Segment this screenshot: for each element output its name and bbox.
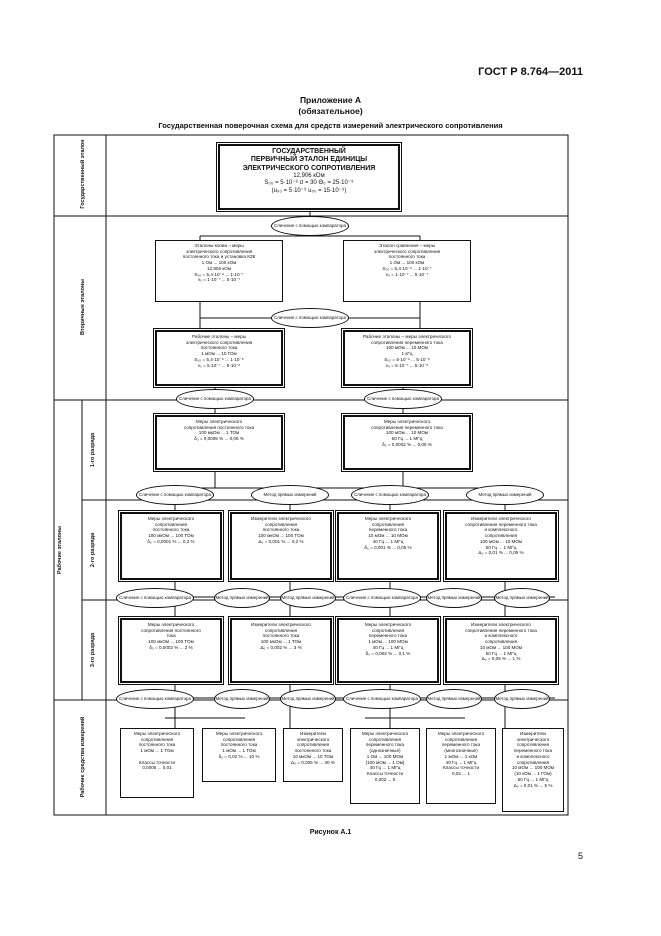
primary-standard-box [218,144,400,210]
instrument-box-1 [120,728,194,798]
text-line: электрического [296,736,330,742]
text-line: 10 мОм ... 100 МОм [479,644,523,650]
text-line: 40 Гц ... 1 МГц [369,765,401,771]
figure-caption: Рисунок А.1 [309,829,352,836]
appendix-title: Приложение А [299,95,362,105]
text-line: электрического сопротивления [185,248,253,254]
text-line: 1 кГц [401,351,413,357]
text-line: 1 мОм ... 10 ГОм [201,351,237,357]
text-line: Классы точности [442,765,480,771]
comparator-ellipse: Сличение с помощью компаратора [116,689,194,709]
text-line: и комплексного [484,527,518,533]
side-label-working-instruments: Рабочие средства измерений [80,716,86,798]
text-line: δ₀ = 0,002 % ... 0,1 % [365,650,411,656]
comparator-ellipse: Сличение с помощью компаратора [343,689,421,709]
text-line: 1 мОм ... 100 МОм [368,639,408,645]
text-line: 40 Гц ... 1 МГц [372,538,404,544]
direct-method-ellipse: Метод прямых измерений [494,689,550,709]
rank3-box-3 [337,618,439,683]
text-line: постоянного тока [200,345,238,351]
text-line: ν₀ = 1·10⁻⁷ ... 5·10⁻⁷ [197,277,241,283]
text-line: 40 Гц ... 1 МГц [372,644,404,650]
text-line: постоянного тока [262,527,300,533]
text-line: S₀₀ = 5,4·10⁻⁹ ... 1·10⁻⁷ [382,265,432,271]
text-line: переменного тока [513,748,553,754]
text-line: 100 мОм ... 10 МОм [385,430,429,436]
direct-method-ellipse: Метод прямых измерений [426,689,482,709]
comparator-ellipse: Сличение с помощью компаратора [351,485,429,505]
text-line: Измерители электрического [471,622,531,627]
text-line: Эталоны-копии – меры [194,243,244,248]
text-line: δ₀ = 0,0005 % ... 0,05 % [194,436,244,442]
instrument-box-4 [350,728,420,804]
direct-method-ellipse: Метод прямых измерений [214,588,270,608]
text-line: 1 мОм ... 1 кОм [444,753,478,759]
side-label-rank2: 2-го разряда [90,532,96,568]
instrument-box-5 [426,728,496,804]
rank2-box-3 [337,512,439,580]
text-line: Δ₀ = 0,05 % ... 1 % [481,656,521,662]
text-line: Δ₀ = 0,002 % ... 3 % [260,644,302,650]
text-line: 100 мкОм ... 100 ТОм [148,533,194,539]
text-line: 100 мкОм ... 1 ТОм [260,639,302,645]
text-line: 10 мОм ... 10 МОм [368,533,408,539]
secondary-left-box [155,240,283,302]
text-line: Меры электрического [195,419,243,424]
text-line: переменного тока [368,527,408,533]
text-line: постоянного тока [152,527,190,533]
text-line: Меры электрического [364,622,412,627]
text-line: ν₀ = 5·10⁻⁷ ... 5·10⁻⁶ [197,362,241,368]
text-line: сопротивления переменного тока [371,424,443,430]
comparator-ellipse: Сличение с помощью компаратора [343,588,421,608]
document-standard-number: ГОСТ Р 8.764—2011 [478,66,583,78]
text-line: 100 мкОм ... 100 ТОм [258,533,304,539]
rank2-box-2 [230,512,332,580]
text-line: 10 мкОм ... 10 ТОм [292,753,334,759]
side-label-rank1: 1-го разряда [90,432,96,468]
text-line: Меры электрического [364,516,412,521]
text-line: Δ₀ = 0,005 % ... 30 % [291,759,335,765]
primary-line: ПЕРВИЧНЫЙ ЭТАЛОН ЕДИНИЦЫ [250,156,368,164]
text-line: Классы точности [138,759,176,765]
text-line: сопротивления [444,736,478,742]
text-line: Рабочие эталоны – меры электрического [362,334,452,339]
primary-line: ЭЛЕКТРИЧЕСКОГО СОПРОТИВЛЕНИЯ [242,164,376,172]
text-line: 50 Гц ... 1 МГц [485,650,517,656]
text-line: (многозначные) [444,748,478,754]
direct-method-ellipse: Метод прямых измерений [466,485,544,505]
text-line: (100 мОм ... 1 Ом) [365,759,405,765]
rank1-left-box [155,415,283,470]
secondary-right-box [343,240,471,302]
text-line: Δ₀ = 0,01 % ... 0,05 % [478,550,524,556]
side-label-secondary: Вторичные эталоны [80,279,86,335]
text-line: Меры электрического [215,731,263,736]
text-line: δ₀ = 0,0002 % ... 2 % [149,644,193,650]
text-line: Δ₀ = 0,001 % ... 0,2 % [258,538,304,544]
rank3-box-2 [230,618,332,683]
text-line: и комплексного [516,753,550,759]
instrument-box-3 [283,728,343,782]
text-line: Меры электрического [383,419,431,424]
text-line: Измерители электрического [251,516,311,521]
text-line: S₀₀ = 5,4·10⁻⁹ ... 1·10⁻⁶ [194,356,244,362]
text-line: (10 кОм ... 1 ГОм) [514,771,552,777]
text-line: сопротивления [484,533,518,539]
text-line: 0,002 ... 5 [374,776,396,782]
text-line: 1 мОм ... 1 ТОм [140,748,174,754]
text-line: S₀₀ = 5·10⁻⁹ ... 5·10⁻⁶ [384,356,430,362]
text-line: 1 мОм ... 1 ТОм [222,748,256,754]
text-line: δ₀ = 0,001 % ... 0,05 % [364,544,412,550]
text-line: сопротивления переменного тока [371,339,443,345]
text-line: переменного тока [368,633,408,639]
working-right-box [343,330,471,386]
primary-line: ГОСУДАРСТВЕННЫЙ [272,148,346,155]
text-line: сопротивления [371,521,405,527]
text-line: 1 Ом ... 100 МОм [366,753,404,759]
text-line: 40 Гц ... 1 МГц [445,759,477,765]
text-line: δ₀ = 0,0001 % ... 0,2 % [147,538,195,544]
text-line: переменного тока [441,742,481,748]
comparator-ellipse: Сличение с помощью компаратора [116,588,194,608]
text-line: постоянного тока [220,742,258,748]
text-line: сопротивления [516,742,550,748]
text-line: Δ₀ = 0,01 % ... 5 % [513,782,553,788]
instrument-box-6 [502,728,564,812]
text-line: постоянного тока [294,748,332,754]
appendix-subtitle: (обязательное) [298,106,363,116]
text-line: δ₀ = 0,02 % ... 10 % [218,753,260,759]
text-line: сопротивления [368,736,402,742]
scheme-title: Государственная поверочная схема для средств измерений электрического сопротивления [158,121,503,130]
text-line: Меры электрического [147,516,195,521]
text-line: Измерители электрического [471,516,531,521]
direct-method-ellipse: Метод прямых измерений [494,588,550,608]
text-line: 0,0005 ... 0,01 [142,765,172,771]
primary-line: (u₀₀ = 5·10⁻⁹ u₀₀ = 15·10⁻⁹) [271,187,347,194]
text-line: Меры электрического [147,622,195,627]
text-line: постоянного тока [138,742,176,748]
direct-method-ellipse: Метод прямых измерений [251,485,329,505]
text-line: δ₀ = 0,0002 % ... 0,05 % [382,441,432,447]
text-line: Рабочие эталоны – меры [192,334,246,339]
text-line: 100 мкОм ... 100 ТОм [148,639,194,645]
comparator-ellipse: Сличение с помощью компаратора [271,216,349,236]
text-line: сопротивления [264,521,298,527]
working-left-box [155,330,283,386]
rank2-box-4 [445,512,557,580]
direct-method-ellipse: Метод прямых измерений [214,689,270,709]
side-label-state: Государственный эталон [80,139,86,209]
text-line: (однозначные) [369,748,401,754]
text-line: 100 мОм ... 10 МОм [385,345,429,351]
page-number: 5 [577,851,583,861]
text-line: переменного тока [365,742,405,748]
text-line: сопротивления [516,759,550,765]
text-line: сопротивления переменного тока [465,627,537,633]
primary-line: 12,906 кОм [293,173,325,180]
text-line: 1 Ом ... 100 кОм [201,260,237,266]
text-line: тока [166,633,176,639]
rank3-box-4 [445,618,557,683]
text-line: сопротивления переменного тока [465,521,537,527]
text-line: Меры электрического [133,731,181,736]
rank2-box-1 [120,512,222,580]
rank1-right-box [343,415,471,470]
text-line: 50 Гц ... 1 МГц [517,776,549,782]
text-line: сопротивления [484,639,518,645]
text-line: сопротивления [222,736,256,742]
text-line: постоянного тока [388,254,426,260]
text-line: 1 Ом ... 100 кОм [389,260,425,266]
direct-method-ellipse: Метод прямых измерений [426,588,482,608]
text-line: 50 Гц ... 1 МГц [391,436,423,442]
text-line: электрического [516,736,550,742]
text-line: сопротивления постоянного тока [183,424,255,430]
comparator-ellipse: Сличение с помощью компаратора [364,389,442,409]
text-line: 12,906 кОм [206,265,232,271]
side-label-working-group: Рабочие эталоны [57,526,63,574]
text-line: Меры электрического [361,731,409,736]
text-line: сопротивления [264,627,298,633]
text-line: Эталон сравнения – меры [378,243,436,248]
comparator-ellipse: Сличение с помощью компаратора [136,485,214,505]
instrument-box-2 [202,728,276,782]
text-line: Измерители электрического [251,622,311,627]
primary-line: S₀₀ = 5·10⁻⁸ σ = 30 Θ₀ = 25·10⁻⁹ [264,180,354,187]
text-line: Меры электрического [437,731,485,736]
text-line: постоянного тока [262,633,300,639]
text-line: электрического сопротивления [373,248,441,254]
text-line: S₀₀ = 5,4·10⁻⁹ ... 1·10⁻⁷ [194,271,244,277]
text-line: сопротивления [296,742,330,748]
direct-method-ellipse: Метод прямых измерений [280,689,336,709]
text-line: Измерители [520,731,546,736]
direct-method-ellipse: Метод прямых измерений [280,588,336,608]
text-line: 10 мОм ... 100 МОм [511,765,555,771]
text-line: сопротивления постоянного [141,627,201,633]
text-line: ν₀ = 1·10⁻⁷ ... 5·10⁻⁷ [385,271,429,277]
text-line: 50 Гц ... 1 МГц [485,544,517,550]
text-line: сопротивления [154,521,188,527]
text-line: и комплексного [484,633,518,639]
rank3-box-1 [120,618,222,683]
text-line: 100 мкОм ... 1 ТОм [198,430,240,436]
text-line: сопротивления [371,627,405,633]
text-line: Измерители [300,731,326,736]
text-line: сопротивления [140,736,174,742]
side-label-rank3: 3-го разряда [90,632,96,668]
text-line: Классы точности [366,771,404,777]
text-line: ν₀ = 5·10⁻⁷ ... 5·10⁻⁶ [385,362,429,368]
text-line: 0,02 ... 1 [452,771,470,777]
text-line: электрического сопротивления [185,339,253,345]
text-line: постоянного тока и установка КЗК [182,254,256,260]
comparator-ellipse: Сличение с помощью компаратора [271,308,349,328]
comparator-ellipse: Сличение с помощью компаратора [176,389,254,409]
text-line: 100 мОм ... 10 МОм [479,538,523,544]
